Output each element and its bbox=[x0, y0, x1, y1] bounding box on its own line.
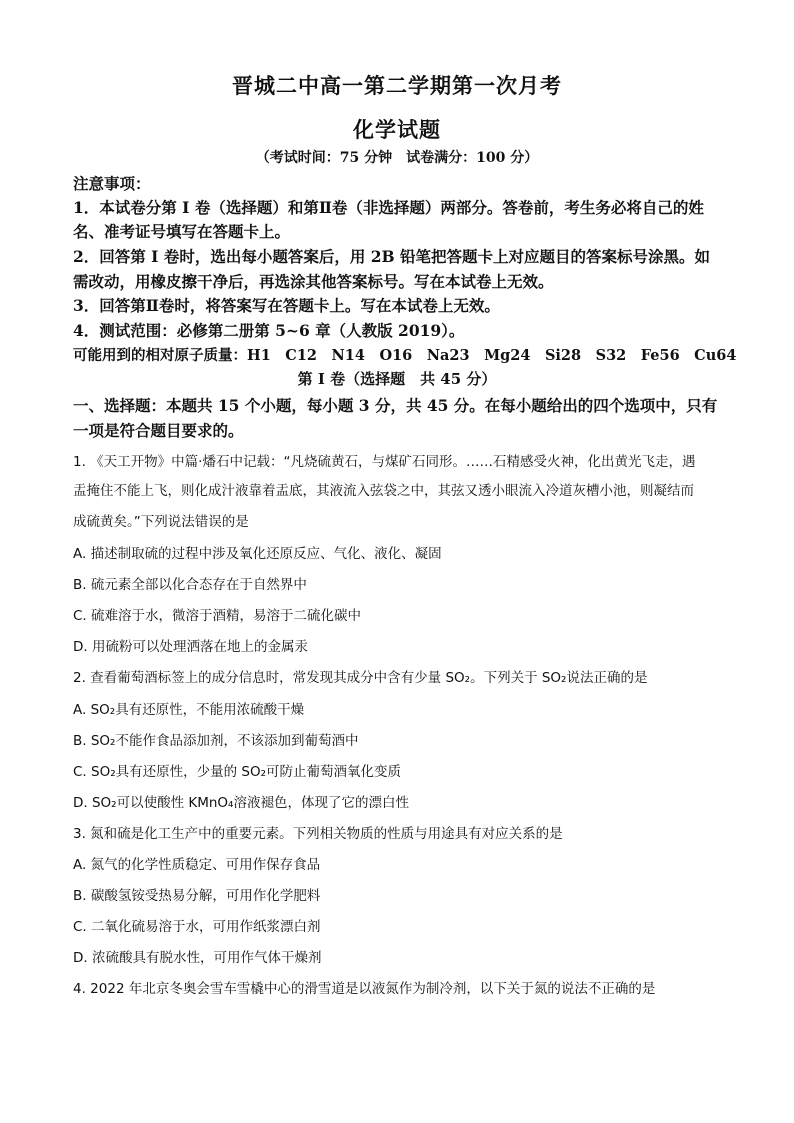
notice-item: 3．回答第Ⅱ卷时，将答案写在答题卡上。写在本试卷上无效。 bbox=[73, 296, 500, 315]
section-instruction: 一项是符合题目要求的。 bbox=[73, 421, 244, 440]
question-2-stem: 2. 查看葡萄酒标签上的成分信息时，常发现其成分中含有少量 SO₂。下列关于 SO₂说法正确的是 bbox=[73, 670, 648, 686]
notice-item: 4．测试范围：必修第二册第 5~6 章（人教版 2019）。 bbox=[73, 321, 465, 340]
exam-info: （考试时间：75 分钟 试卷满分：100 分） bbox=[255, 150, 539, 166]
section-title: 第 I 卷（选择题 共 45 分） bbox=[297, 370, 497, 388]
atomic-masses: 可能用到的相对原子质量：H1 C12 N14 O16 Na23 Mg24 Si28 S32 Fe56 Cu64 bbox=[73, 347, 737, 364]
question-3-option-c: C. 二氧化硫易溶于水，可用作纸浆漂白剂 bbox=[73, 919, 321, 935]
question-4-stem: 4. 2022 年北京冬奥会雪车雪橇中心的滑雪道是以液氮作为制冷剂，以下关于氮的说法不正确的是 bbox=[73, 981, 656, 997]
question-1-stem: 成硫黄矣。”下列说法错误的是 bbox=[73, 514, 249, 530]
notice-item: 名、准考证号填写在答题卡上。 bbox=[73, 222, 291, 241]
notice-item: 需改动，用橡皮擦干净后，再选涂其他答案标号。写在本试卷上无效。 bbox=[73, 272, 554, 291]
notice-item: 2．回答第 I 卷时，选出每小题答案后，用 2B 铅笔把答题卡上对应题目的答案标号涂黑。如 bbox=[73, 247, 711, 266]
question-2-option-a: A. SO₂具有还原性，不能用浓硫酸干燥 bbox=[73, 702, 305, 718]
subject-title: 化学试题 bbox=[353, 117, 441, 142]
section-instruction: 一、选择题：本题共 15 个小题，每小题 3 分，共 45 分。在每小题给出的四个选项中，只有 bbox=[73, 396, 718, 415]
question-1-option-c: C. 硫难溶于水，微溶于酒精，易溶于二硫化碳中 bbox=[73, 608, 362, 624]
notice-item: 1．本试卷分第 I 卷（选择题）和第Ⅱ卷（非选择题）两部分。答卷前，考生务必将自己的姓 bbox=[73, 198, 704, 217]
notice-heading: 注意事项： bbox=[73, 174, 151, 193]
question-1-option-b: B. 硫元素全部以化合态存在于自然界中 bbox=[73, 577, 307, 593]
question-3-stem: 3. 氮和硫是化工生产中的重要元素。下列相关物质的性质与用途具有对应关系的是 bbox=[73, 826, 563, 842]
question-1-stem: 盂掩住不能上飞，则化成汁液靠着盂底，其液流入弦袋之中，其弦又透小眼流入冷道灰槽小池，则凝结而 bbox=[73, 483, 694, 499]
question-1-stem: 1. 《天工开物》中篇·燔石中记载：“凡烧硫黄石，与煤矿石同形。……石精感受火神，化出黄光飞走，遇 bbox=[73, 454, 696, 470]
question-3-option-a: A. 氮气的化学性质稳定、可用作保存食品 bbox=[73, 857, 321, 873]
question-2-option-c: C. SO₂具有还原性，少量的 SO₂可防止葡萄酒氧化变质 bbox=[73, 764, 402, 780]
question-2-option-d: D. SO₂可以使酸性 KMnO₄溶液褪色，体现了它的漂白性 bbox=[73, 795, 409, 811]
question-1-option-d: D. 用硫粉可以处理洒落在地上的金属汞 bbox=[73, 639, 308, 655]
question-3-option-b: B. 碳酸氢铵受热易分解，可用作化学肥料 bbox=[73, 888, 321, 904]
question-2-option-b: B. SO₂不能作食品添加剂，不该添加到葡萄酒中 bbox=[73, 733, 359, 749]
school-title: 晋城二中高一第二学期第一次月考 bbox=[232, 73, 562, 98]
question-3-option-d: D. 浓硫酸具有脱水性，可用作气体干燥剂 bbox=[73, 950, 322, 966]
question-1-option-a: A. 描述制取硫的过程中涉及氧化还原反应、气化、液化、凝固 bbox=[73, 546, 442, 562]
